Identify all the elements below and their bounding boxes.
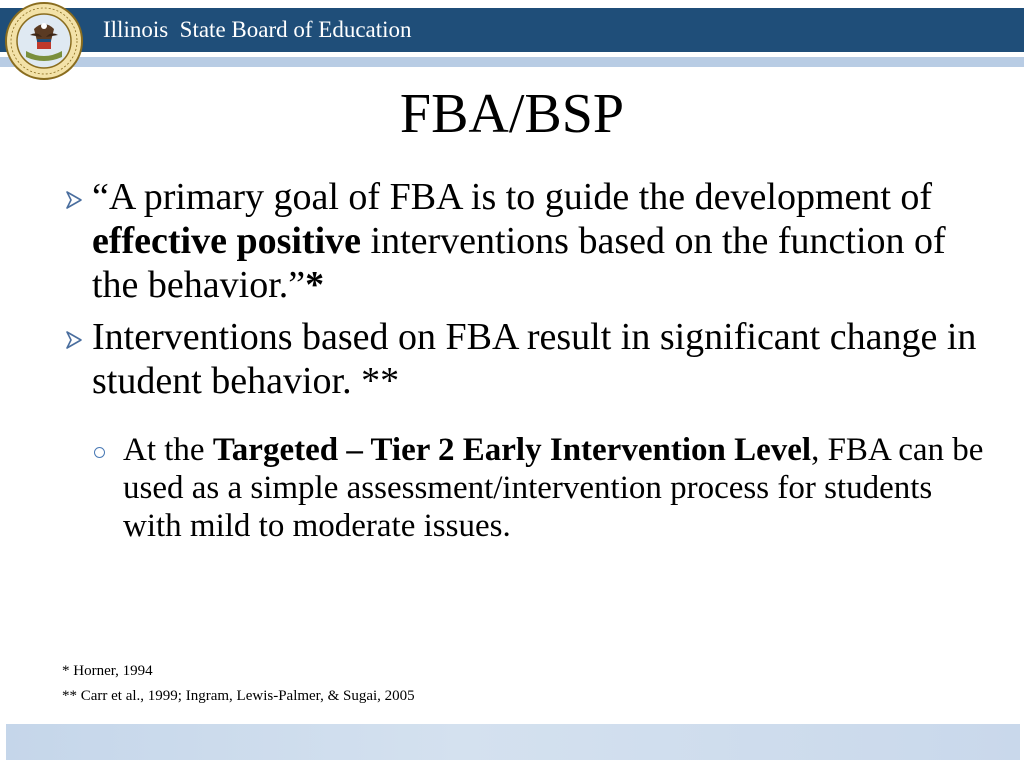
arrow-bullet-icon [64, 190, 84, 210]
sub-bullet-text: At the [123, 432, 213, 468]
footer-bar [6, 724, 1020, 760]
footnote-carr: ** Carr et al., 1999; Ingram, Lewis-Palmer, & Sugai, 2005 [62, 688, 415, 704]
organization-name: Illinois State Board of Education [103, 17, 412, 42]
sub-bullet-text-end: , FBA can be used as a simple assessment/intervention process for students with mild to moderate issues. [123, 432, 984, 544]
sub-bullet-emphasis: Targeted – Tier 2 Early Intervention Level [212, 432, 812, 468]
arrow-bullet-icon [64, 330, 84, 350]
sub-bullet-targeted-tier-2 [123, 431, 993, 545]
footnote-horner: * Horner, 1994 [62, 663, 153, 679]
bullet-1-text-end: interventions based on the function of the behavior.” [92, 220, 946, 306]
bullet-1-text: “A primary goal of FBA is to guide the development of [92, 176, 933, 218]
bullet-1-footnote-mark: * [305, 264, 325, 306]
bullet-goal-of-fba [92, 175, 992, 307]
bullet-interventions: Interventions based on FBA result in significant change in student behavior. ** [92, 316, 977, 402]
circle-bullet-icon [94, 447, 105, 458]
slide-title: FBA/BSP [399, 83, 625, 145]
bullet-1-emphasis: effective positive [92, 220, 362, 262]
illinois-seal-icon [4, 1, 84, 81]
header-stripe [0, 57, 1024, 67]
